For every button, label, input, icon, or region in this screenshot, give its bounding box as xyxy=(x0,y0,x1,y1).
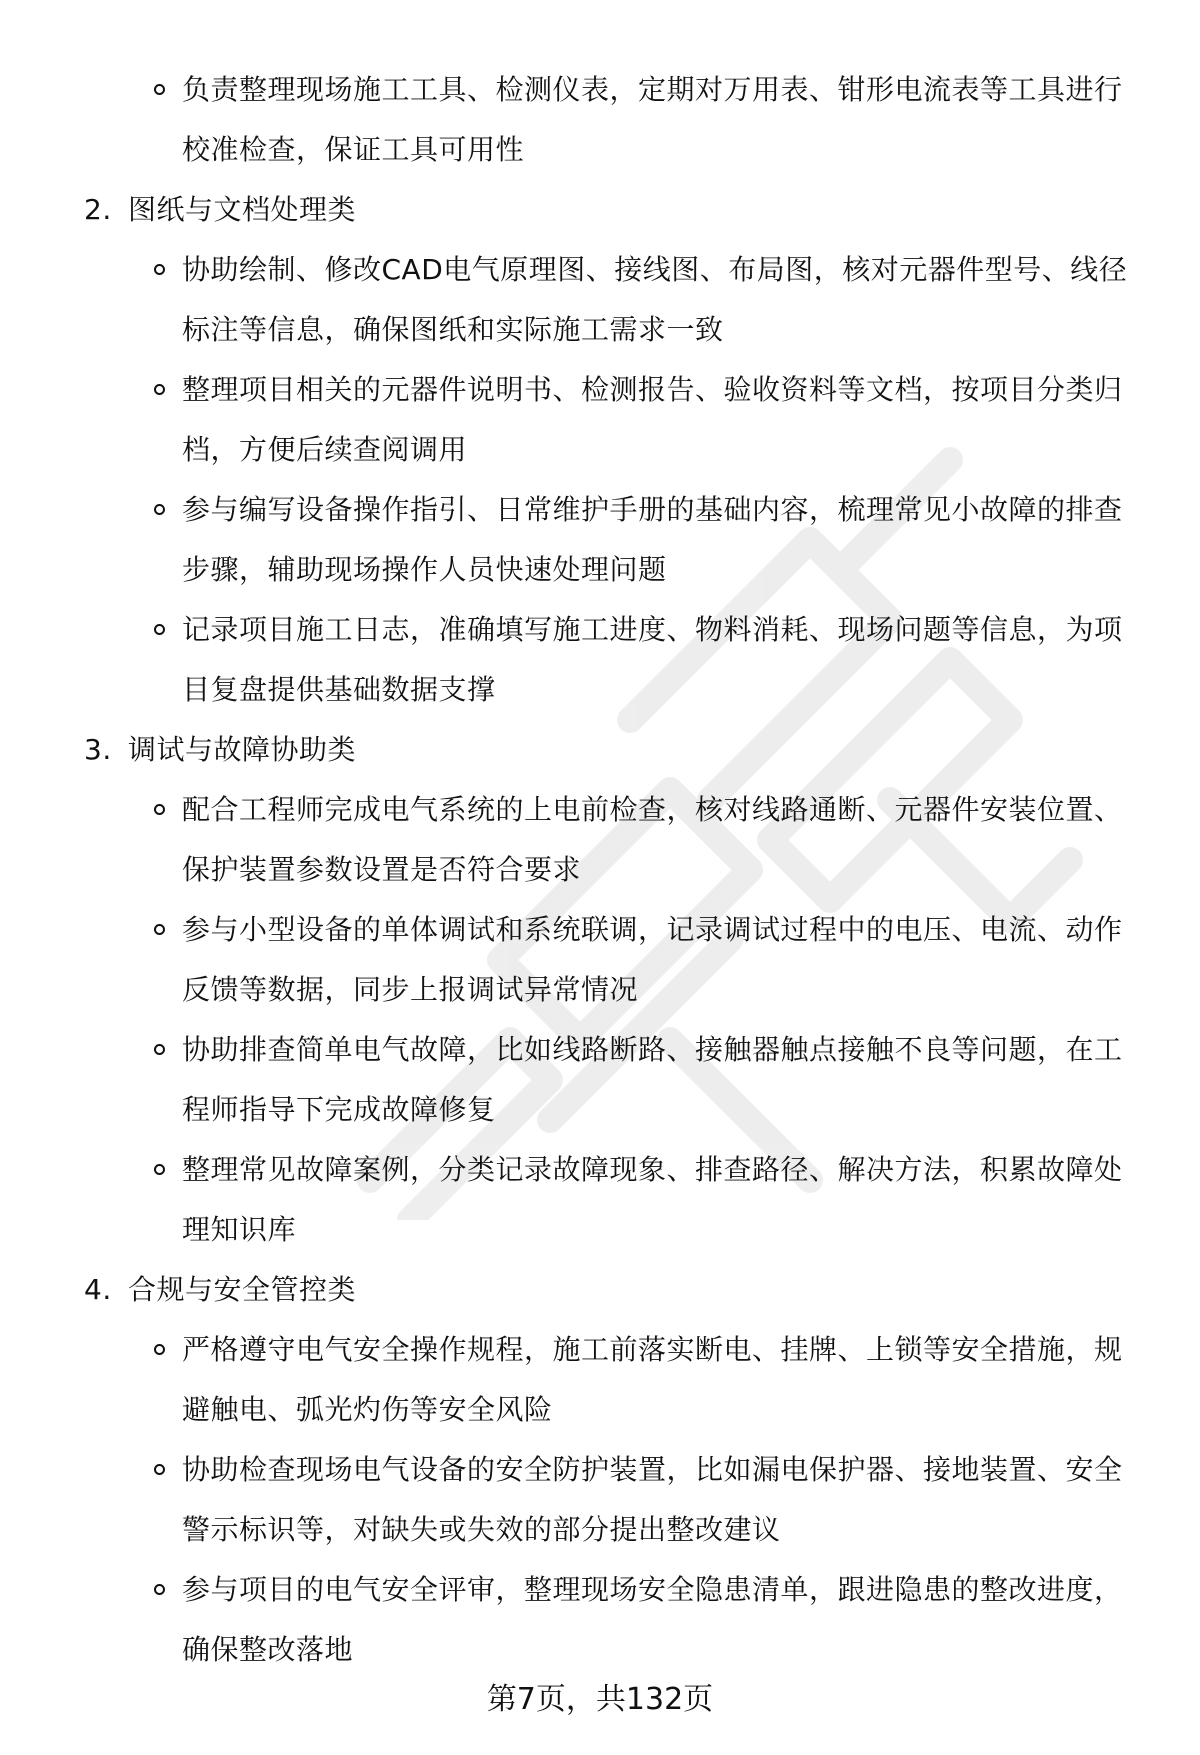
list-item-text: 参与小型设备的单体调试和系统联调，记录调试过程中的电压、电流、动作反馈等数据，同步上报调试异常情况 xyxy=(182,913,1123,1006)
list-item-text: 整理项目相关的元器件说明书、检测报告、验收资料等文档，按项目分类归档，方便后续查阅调用 xyxy=(182,373,1123,466)
section-number: 3. xyxy=(84,733,112,766)
list-item-text: 参与项目的电气安全评审，整理现场安全隐患清单，跟进隐患的整改进度，确保整改落地 xyxy=(182,1573,1123,1666)
page-number-footer: 第7页，共132页 xyxy=(486,1682,714,1717)
section-title: 图纸与文档处理类 xyxy=(128,193,357,226)
list-item xyxy=(84,600,1144,720)
section-heading xyxy=(84,720,1144,780)
list-item-text: 协助绘制、修改CAD电气原理图、接线图、布局图，核对元器件型号、线径标注等信息，确保图纸和实际施工需求一致 xyxy=(182,253,1128,346)
bullet-circle-icon xyxy=(154,504,165,515)
bullet-circle-icon xyxy=(154,924,165,935)
list-item xyxy=(84,900,1144,1020)
section-heading xyxy=(84,180,1144,240)
list-item-text: 整理常见故障案例，分类记录故障现象、排查路径、解决方法，积累故障处理知识库 xyxy=(182,1153,1123,1246)
bullet-circle-icon xyxy=(154,264,165,275)
bullet-circle-icon xyxy=(154,1044,165,1055)
list-item-text: 协助检查现场电气设备的安全防护装置，比如漏电保护器、接地装置、安全警示标识等，对缺失或失效的部分提出整改建议 xyxy=(182,1453,1123,1546)
document-body xyxy=(84,60,1144,1680)
list-item-text: 负责整理现场施工工具、检测仪表，定期对万用表、钳形电流表等工具进行校准检查，保证工具可用性 xyxy=(182,73,1123,166)
list-item-text: 严格遵守电气安全操作规程，施工前落实断电、挂牌、上锁等安全措施，规避触电、弧光灼伤等安全风险 xyxy=(182,1333,1123,1426)
bullet-circle-icon xyxy=(154,1164,165,1175)
list-item xyxy=(84,480,1144,600)
list-item xyxy=(84,1320,1144,1440)
list-item xyxy=(84,360,1144,480)
bullet-circle-icon xyxy=(154,804,165,815)
list-item-text: 配合工程师完成电气系统的上电前检查，核对线路通断、元器件安装位置、保护装置参数设置是否符合要求 xyxy=(182,793,1123,886)
list-item xyxy=(84,780,1144,900)
bullet-circle-icon xyxy=(154,1344,165,1355)
list-item xyxy=(84,1140,1144,1260)
list-item xyxy=(84,1020,1144,1140)
section-number: 4. xyxy=(84,1273,112,1306)
bullet-circle-icon xyxy=(154,1464,165,1475)
list-item-text: 参与编写设备操作指引、日常维护手册的基础内容，梳理常见小故障的排查步骤，辅助现场操作人员快速处理问题 xyxy=(182,493,1123,586)
list-item xyxy=(84,1560,1144,1680)
bullet-circle-icon xyxy=(154,1584,165,1595)
list-item xyxy=(84,60,1144,180)
list-item xyxy=(84,1440,1144,1560)
bullet-circle-icon xyxy=(154,384,165,395)
section-title: 调试与故障协助类 xyxy=(128,733,357,766)
list-item-text: 协助排查简单电气故障，比如线路断路、接触器触点接触不良等问题，在工程师指导下完成故障修复 xyxy=(182,1033,1123,1126)
list-item xyxy=(84,240,1144,360)
section-number: 2. xyxy=(84,193,112,226)
list-item-text: 记录项目施工日志，准确填写施工进度、物料消耗、现场问题等信息，为项目复盘提供基础数据支撑 xyxy=(182,613,1123,706)
section-heading xyxy=(84,1260,1144,1320)
section-title: 合规与安全管控类 xyxy=(128,1273,357,1306)
bullet-circle-icon xyxy=(154,84,165,95)
bullet-circle-icon xyxy=(154,624,165,635)
